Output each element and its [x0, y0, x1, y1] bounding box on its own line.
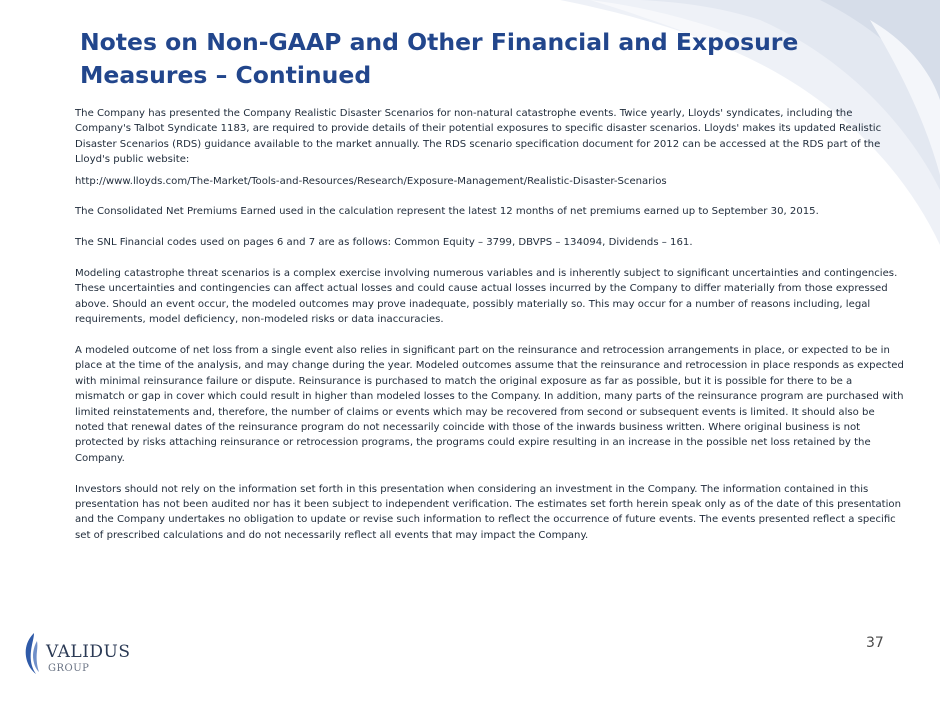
page-number: 37 — [866, 635, 884, 651]
logo-wordmark: VALIDUS — [46, 642, 131, 662]
page-title: Notes on Non-GAAP and Other Financial and Exposure Measures – Continued — [80, 28, 799, 89]
validus-logo-mark-icon — [22, 631, 40, 675]
logo-subtitle: GROUP — [48, 663, 90, 674]
paragraph-reinsurance: A modeled outcome of net loss from a single event also relies in significant part on the reinsurance and retrocession arrangements in place, or expected to be in place at the time of the analysis, and may change during the year. Modeled outcomes assume that the reinsurance and retrocession in place responds as expected with minimal reinsurance failure or dispute. Reinsurance is purchased to match the original exposure as far as possible, but it is possible for there to be a mismatch or gap in cover which could result in higher than modeled losses to the Company. In addition, many parts of the reinsurance program are purchased with limited reinstatements and, therefore, the number of claims or events which may be recovered from second or subsequent events is limited. It should also be noted that renewal dates of the reinsurance program do not necessarily coincide with those of the inwards business written. Where original business is not protected by risks attaching reinsurance or retrocession programs, the programs could expire resulting in an increase in the possible net loss retained by the Company. — [75, 345, 904, 464]
paragraph-modeling: Modeling catastrophe threat scenarios is a complex exercise involving numerous variables and is inherently subject to significant uncertainties and contingencies. These uncertainties and contingencies can affect actual losses and could cause actual losses incurred by the Company to differ materially from those expressed above. Should an event occur, the modeled outcomes may prove inadequate, possibly materially so. This may occur for a number of reasons including, legal requirements, model deficiency, non-modeled risks or data inaccuracies. — [75, 268, 898, 326]
paragraph-investors: Investors should not rely on the information set forth in this presentation when considering an investment in the Company. The information contained in this presentation has not been audited nor has it been subject to independent verification. The estimates set forth herein speak only as of the date of this presentation and the Company undertakes no obligation to update or revise such information to reflect the occurrence of future events. The events presented reflect a specific set of prescribed calculations and do not necessarily reflect all events that may impact the Company. — [75, 483, 901, 541]
validus-group-logo — [22, 631, 132, 681]
paragraph-lloyds-url: http://www.lloyds.com/The-Market/Tools-and-Resources/Research/Exposure-Management/Realistic-Disaster-Scenarios — [75, 175, 667, 187]
paragraph-snl-codes: The SNL Financial codes used on pages 6 and 7 are as follows: Common Equity – 3799, DBVPS – 134094, Dividends – 161. — [75, 237, 693, 249]
notes-body — [75, 106, 905, 559]
paragraph-net-premiums: The Consolidated Net Premiums Earned used in the calculation represent the latest 12 months of net premiums earned up to September 30, 2015. — [75, 206, 819, 218]
paragraph-rds: The Company has presented the Company Realistic Disaster Scenarios for non-natural catastrophe events. Twice yearly, Lloyds' syndicates, including the Company's Talbot Syndicate 1183, are required to provide details of their potential exposures to specific disaster scenarios. Lloyds' makes its updated Realistic Disaster Scenarios (RDS) guidance available to the market annually. The RDS scenario specification document for 2012 can be accessed at the RDS part of the Lloyd's public website: — [75, 108, 882, 166]
